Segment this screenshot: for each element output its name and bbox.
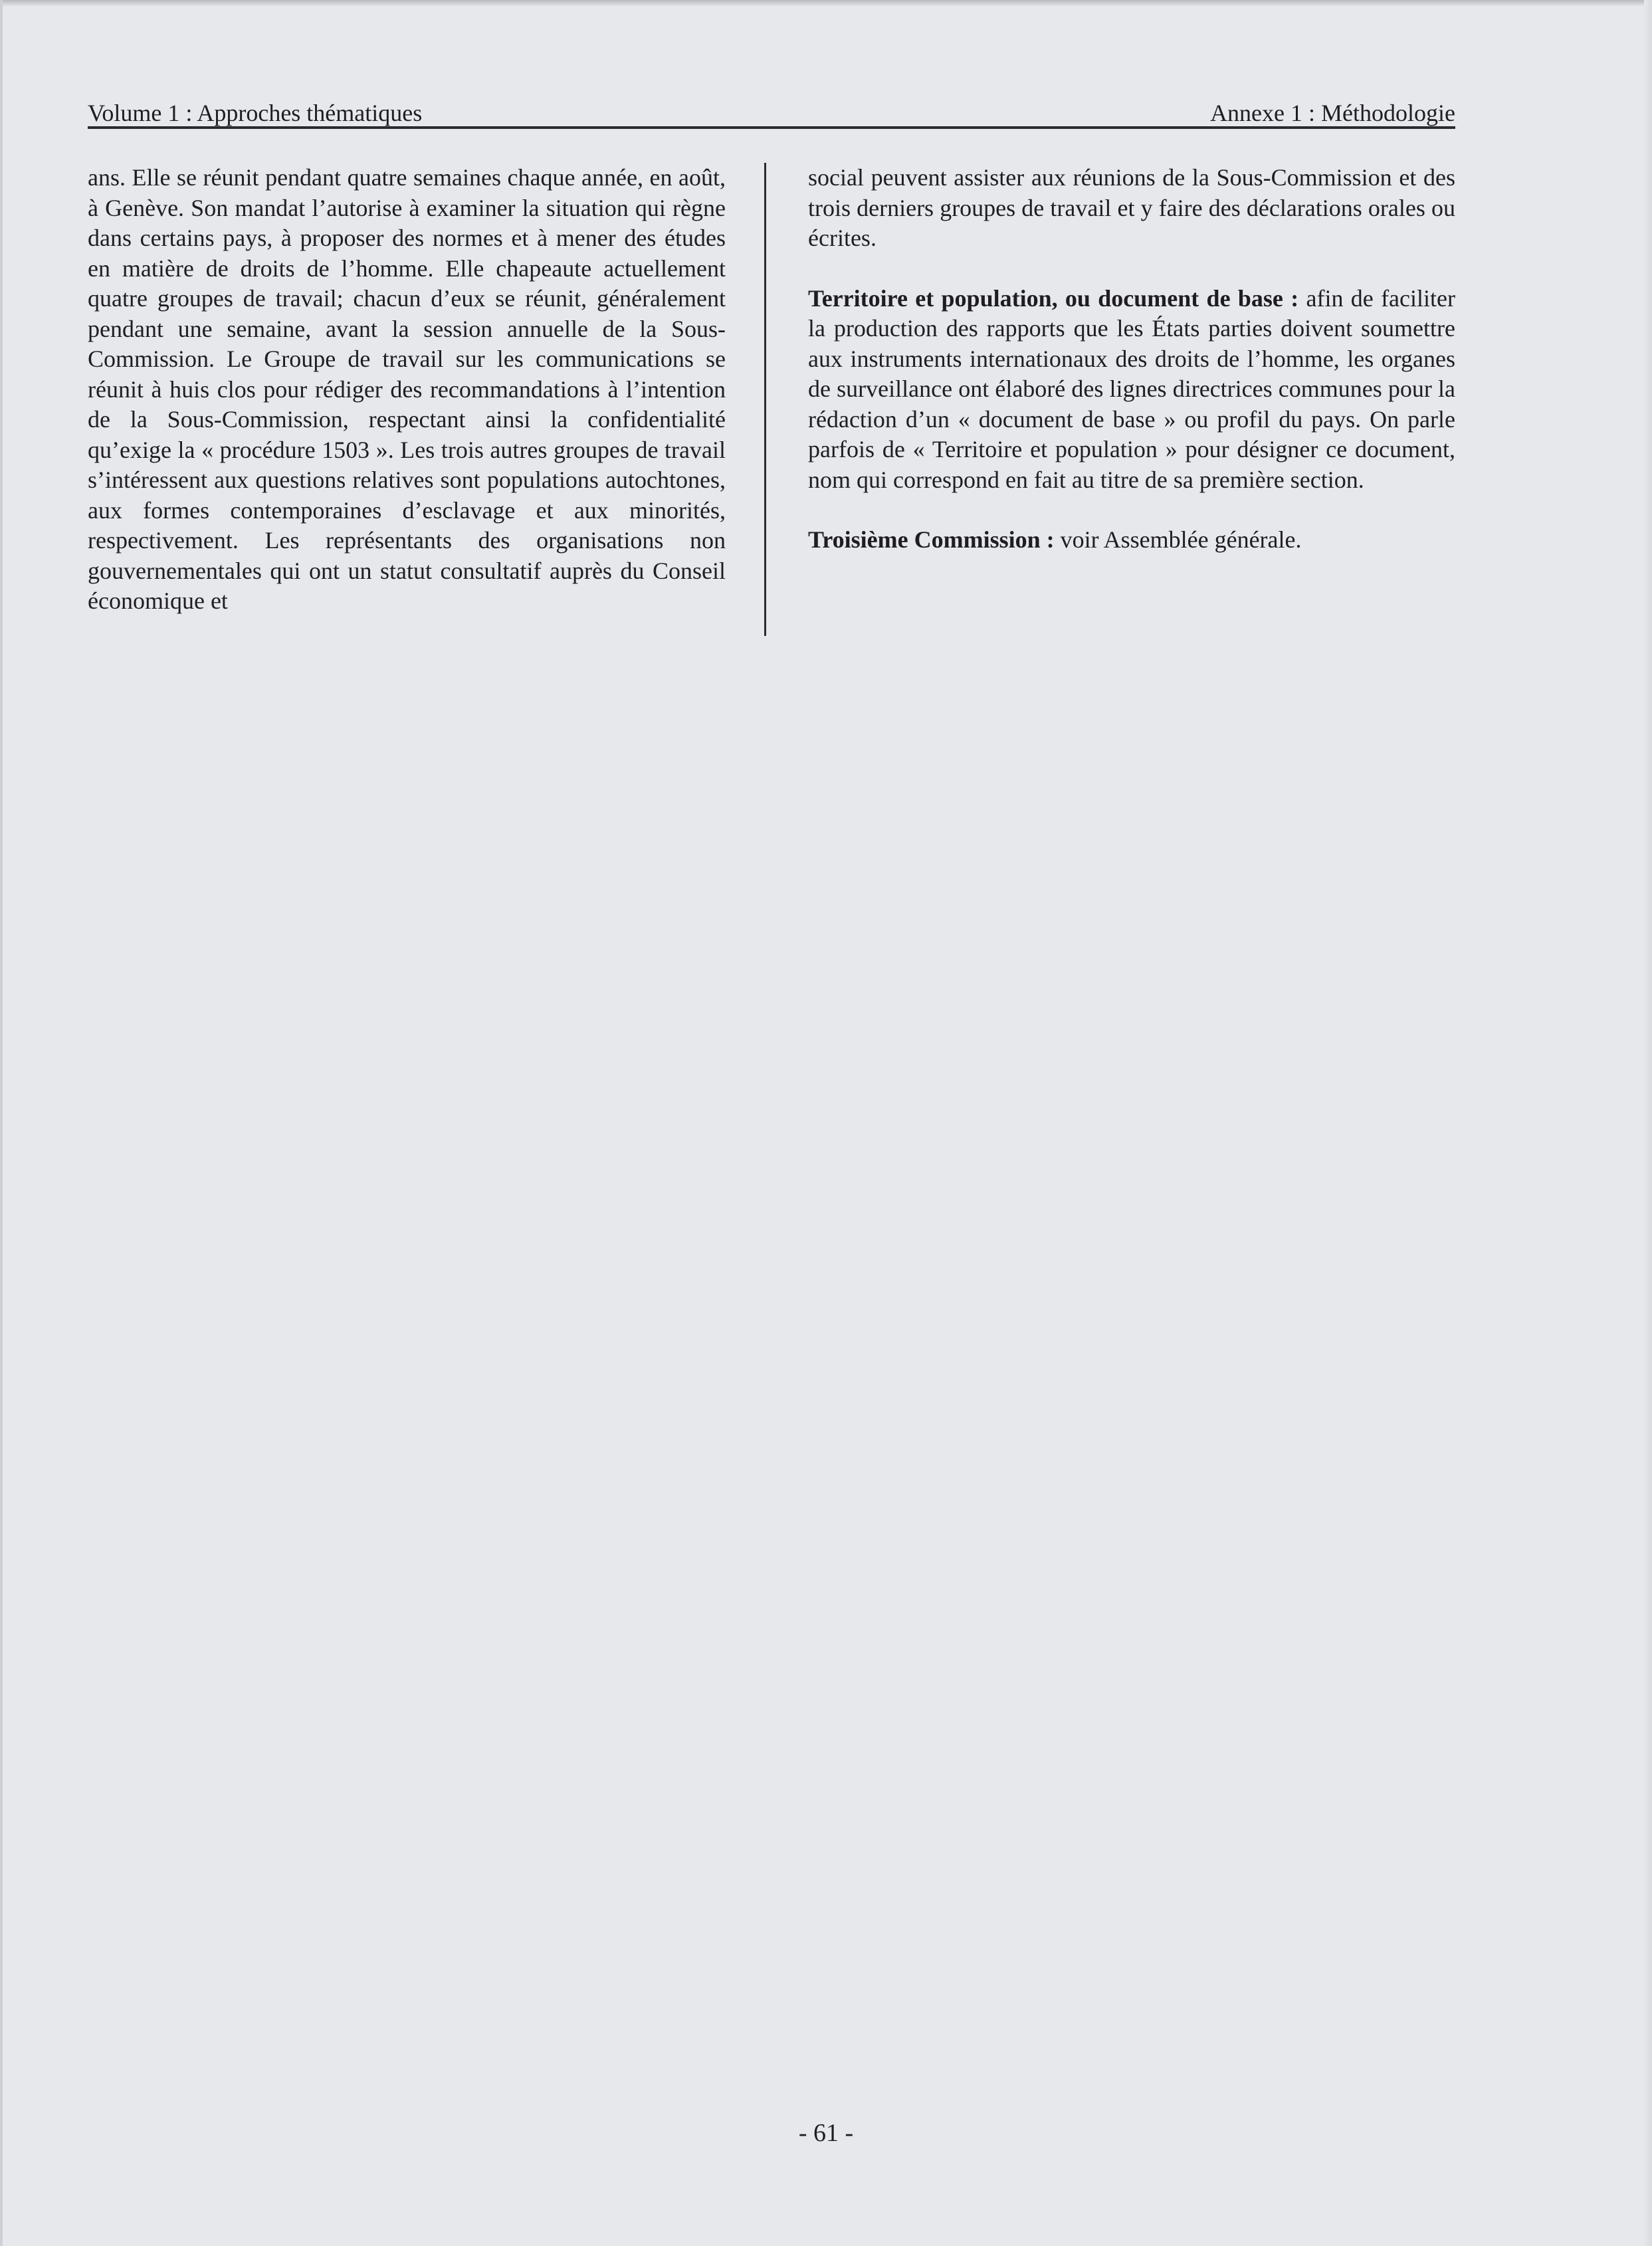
glossary-entry-territoire [808,284,1455,496]
scan-right-edge [1644,0,1652,2246]
running-header [88,88,1455,128]
left-paragraph: ans. Elle se réunit pendant quatre semaines chaque année, en août, à Genève. Son mandat l’autorise à examiner la situation qui règne dans certains pays, à proposer des normes et à mener des études en matière de droits de l’homme. Elle chapeaute actuellement quatre groupes de travail; chacun d’eux se réunit, généralement pendant une semaine, avant la session annuelle de la Sous-Commission. Le Groupe de travail sur les communications se réunit à huis clos pour rédiger des recommandations à l’intention de la Sous-Commission, respectant ainsi la confidentialité qu’exige la « procédure 1503 ». Les trois autres groupes de travail s’intéressent aux questions relatives sont populations autochtones, aux formes contemporaines d’esclavage et aux minorités, respectivement. Les représentants des organisations non gouvernementales qui ont un statut consultatif auprès du Conseil économique et [88,164,726,614]
header-volume-title: Volume 1 : Approches thématiques [88,100,423,126]
glossary-definition-territoire: afin de faciliter la production des rapports que les États parties doivent soumettre aux instruments internationaux des droits de l’homme, les organes de surveillance ont élaboré des lignes directrices communes pour la rédaction d’un « document de base » ou profil du pays. On parle parfois de « Territoire et population » pour désigner ce document, nom qui correspond en fait au titre de sa première section. [808,284,1455,493]
page-number: - 61 - [798,2119,854,2147]
left-column [88,163,726,647]
header-rule [88,126,1455,129]
scan-top-edge [0,0,1652,7]
glossary-definition-troisieme-commission: voir Assemblée générale. [1054,526,1302,553]
glossary-entry-troisieme-commission [808,525,1455,556]
scan-left-edge [0,0,3,2246]
column-divider [764,163,766,636]
header-annex-title: Annexe 1 : Méthodologie [1210,100,1455,126]
right-column [808,163,1455,585]
glossary-term-troisieme-commission: Troisième Commission : [808,526,1055,553]
right-paragraph-continuation: social peuvent assister aux réunions de la Sous-Commission et des trois derniers groupes de travail et y faire des déclarations orales ou écrites. [808,164,1455,251]
glossary-term-territoire: Territoire et population, ou document de base : [808,284,1299,312]
